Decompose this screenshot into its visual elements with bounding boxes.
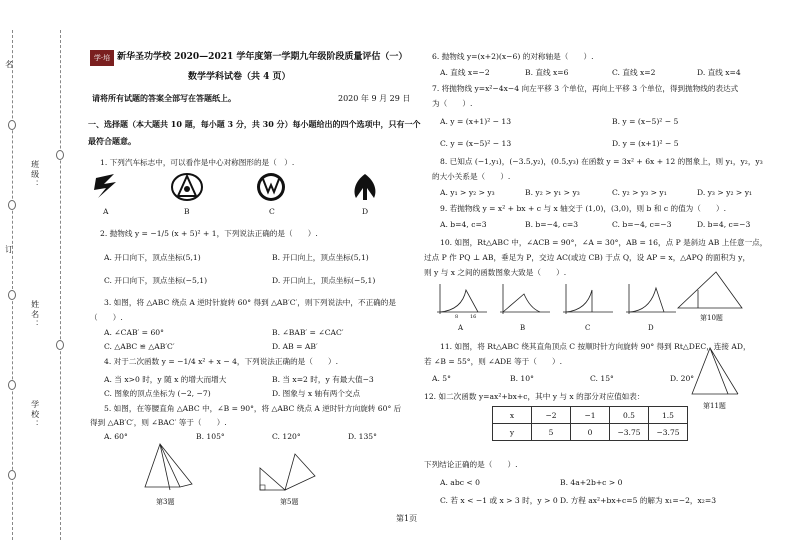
q1-option-label: B [184,207,190,216]
binding-hole [56,340,64,350]
q3-option-a: A. ∠CAB′ = 60° [104,328,164,337]
q5-stem: 5. 如图，在等腰直角 △ABC 中，∠B = 90°，将 △ABC 绕点 A 逆时针方向旋转 60° 后 [104,404,402,413]
q4-option-b: B. 当 x=2 时，y 有最大值−3 [272,375,374,384]
q6-option-c: C. 直线 x=2 [612,68,656,77]
page-number: 第1页 [396,514,418,523]
q4-stem: 4. 对于二次函数 y = −1/4 x² + x − 4，下列说法正确的是（ ）. [104,357,339,366]
table-cell: −1 [571,407,610,424]
q9-option-b: B. b=−4, c=3 [525,220,579,229]
q8-option-c: C. y₂ > y₃ > y₁ [612,188,667,197]
q4-option-d: D. 图象与 x 轴有两个交点 [272,389,361,398]
q10-tick: 8 [455,314,459,320]
exam-date: 2020 年 9 月 29 日 [338,94,411,103]
q12-option-c: C. 若 x < −1 或 x > 3 时，y > 0 [440,496,558,505]
q11-stem: 11. 如图，将 Rt△ABC 绕其直角顶点 C 按顺时针方向旋转 90° 得到 Rt△DEC，连接 AD， [440,342,751,351]
table-cell: x [493,407,532,424]
q10-stem-cont: 过点 P 作 PQ ⊥ AB，垂足为 P，交边 AC(或边 CB) 于点 Q，设 AP = x，△APQ 的面积为 y， [424,253,751,262]
binding-hole [8,380,16,390]
q2-option-b: B. 开口向上，顶点坐标(5,1) [272,253,369,262]
q3-option-c: C. △ABC ≌ △AB′C′ [104,342,175,351]
q7-option-a: A. y = (x+1)² − 13 [440,117,512,126]
binding-strip [0,0,68,560]
q11-option-a: A. 5° [432,374,451,383]
table-cell: −3.75 [649,424,688,441]
q1-option-label: D [362,207,369,216]
q11-figure [688,344,743,399]
table-cell: −3.75 [610,424,649,441]
exam-title: 新华圣功学校 2020—2021 学年度第一学期九年级阶段质量评估（一） [117,52,408,62]
q10-option-label: B [520,324,526,332]
q8-stem-cont: 的大小关系是（ ）. [432,172,511,181]
q2-option-a: A. 开口向下，顶点坐标(5,1) [104,253,201,262]
school-field-label: 学校： [30,400,40,430]
q4-option-c: C. 图象的顶点坐标为 (−2, −7) [104,389,211,398]
exam-subtitle: 数学学科试卷（共 4 页） [188,72,291,82]
q1-stem: 1. 下列汽车标志中，可以看作是中心对称图形的是（ ）. [100,158,295,167]
q6-option-b: B. 直线 x=6 [525,68,569,77]
q12-conclusion: 下列结论正确的是（ ）. [424,460,518,469]
q2-option-c: C. 开口向下，顶点坐标(−5,1) [104,276,208,285]
q7-stem-cont: 为（ ）. [432,99,473,108]
q5-stem-cont: 得到 △AB′C′，则 ∠BAC′ 等于（ ）. [90,418,227,427]
q8-option-b: B. y₂ > y₁ > y₃ [525,188,580,197]
school-logo: 学·培 [90,50,114,66]
q7-option-b: B. y = (x−5)² − 5 [612,117,679,126]
q3-option-b: B. ∠BAB′ = ∠CAC′ [272,328,344,337]
binding-hole [8,200,16,210]
q10-stem: 10. 如图，Rt△ABC 中，∠ACB = 90°，∠A = 30°，AB = 16，点 P 是斜边 AB 上任意一点， [440,238,768,247]
q6-option-a: A. 直线 x=−2 [440,68,490,77]
binding-line [60,30,61,540]
q3-figure [140,442,200,497]
q5-option-a: A. 60° [104,432,128,441]
binding-bind-mark: 订 [4,245,14,255]
suzuki-logo-icon [92,172,122,202]
q11-option-b: B. 10° [510,374,534,383]
volkswagen-logo-icon [255,172,287,202]
q9-stem: 9. 若抛物线 y = x² + bx + c 与 x 轴交于 (1,0)，(3,0)，则 b 和 c 的值为（ ）. [440,204,727,213]
q12-option-b: B. 4a+2b+c > 0 [560,478,623,487]
q3-paren: （ ）. [90,313,123,322]
q12-stem: 12. 如二次函数 y=ax²+bx+c，其中 y 与 x 的部分对应值如表： [424,392,645,401]
table-cell: 1.5 [649,407,688,424]
q10-option-label: D [648,324,654,332]
q1-option-label: A [103,207,109,216]
changan-logo-icon [170,172,204,202]
q2-option-d: D. 开口向上，顶点坐标(−5,1) [272,276,376,285]
q8-stem: 8. 已知点 (−1,y₁)，(−3.5,y₂)，(0.5,y₃) 在函数 y = 3x² + 6x + 12 的图象上，则 y₁，y₂，y₃ [440,157,763,166]
q8-option-d: D. y₃ > y₂ > y₁ [697,188,753,197]
table-cell: y [493,424,532,441]
chery-logo-icon [350,172,380,202]
q11-option-c: C. 15° [590,374,614,383]
binding-order-mark: 名 [4,60,14,70]
binding-hole [8,290,16,300]
q3-option-d: D. AB = AB′ [272,342,318,351]
q8-option-a: A. y₁ > y₂ > y₃ [440,188,495,197]
class-field-label: 班级： [30,160,40,190]
table-cell: 0.5 [610,407,649,424]
q10-figure-caption: 第10题 [700,314,723,322]
q7-stem: 7. 将抛物线 y=x²−4x−4 向左平移 3 个单位，再向上平移 3 个单位，得到抛物线的表达式 [432,84,739,93]
binding-hole [8,470,16,480]
binding-hole [8,120,16,130]
q7-option-d: D. y = (x+1)² − 5 [612,139,679,148]
section-heading: 一、选择题（本大题共 10 题，每小题 3 分，共 30 分）每小题给出的四个选项中，只有一个 [88,119,421,129]
q10-figure [676,268,746,312]
q9-option-d: D. b=4, c=−3 [697,220,751,229]
q10-option-label: C [585,324,591,332]
table-cell: 5 [532,424,571,441]
q3-figure-caption: 第3题 [156,498,175,506]
binding-hole [56,150,64,160]
q6-option-d: D. 直线 x=4 [697,68,741,77]
table-cell: −2 [532,407,571,424]
name-field-label: 姓名： [30,300,40,330]
q1-option-label: C [269,207,275,216]
instruction-text: 请将所有试题的答案全部写在答题纸上。 [92,93,236,103]
q3-stem: 3. 如图，将 △ABC 绕点 A 逆时针旋转 60° 得到 △AB′C′，则下列说法中，不正确的是 [104,298,396,307]
binding-line [12,30,13,540]
q10-stem-cont2: 则 y 与 x 之间的函数图象大致是（ ）. [424,268,567,277]
q11-stem-cont: 若 ∠B = 55°，则 ∠ADE 等于（ ）. [424,357,563,366]
table-cell: 0 [571,424,610,441]
q10-option-label: A [458,324,464,332]
q5-figure-caption: 第5题 [280,498,299,506]
q10-tick: 16 [470,314,477,320]
q5-figure [255,448,320,493]
q11-figure-caption: 第11题 [703,402,726,410]
q4-option-a: A. 当 x>0 时，y 随 x 的增大而增大 [104,375,227,384]
q11-option-d: D. 20° [670,374,695,383]
table-row [493,407,688,424]
q12-value-table [492,406,688,441]
q9-option-a: A. b=4, c=3 [440,220,487,229]
section-heading-cont: 最符合题意。 [88,136,136,146]
q12-option-d: D. 方程 ax²+bx+c=5 的解为 x₁=−2，x₂=3 [560,496,717,505]
q9-option-c: C. b=−4, c=−3 [612,220,672,229]
q2-stem: 2. 抛物线 y = −1/5 (x + 5)² + 1，下列说法正确的是（ ）. [100,229,318,238]
q5-option-c: C. 120° [272,432,301,441]
table-row [493,424,688,441]
q6-stem: 6. 抛物线 y=(x+2)(x−6) 的对称轴是（ ）. [432,52,594,61]
q12-option-a: A. abc < 0 [440,478,480,487]
q5-option-d: D. 135° [348,432,377,441]
q7-option-c: C. y = (x−5)² − 13 [440,139,512,148]
q5-option-b: B. 105° [196,432,225,441]
